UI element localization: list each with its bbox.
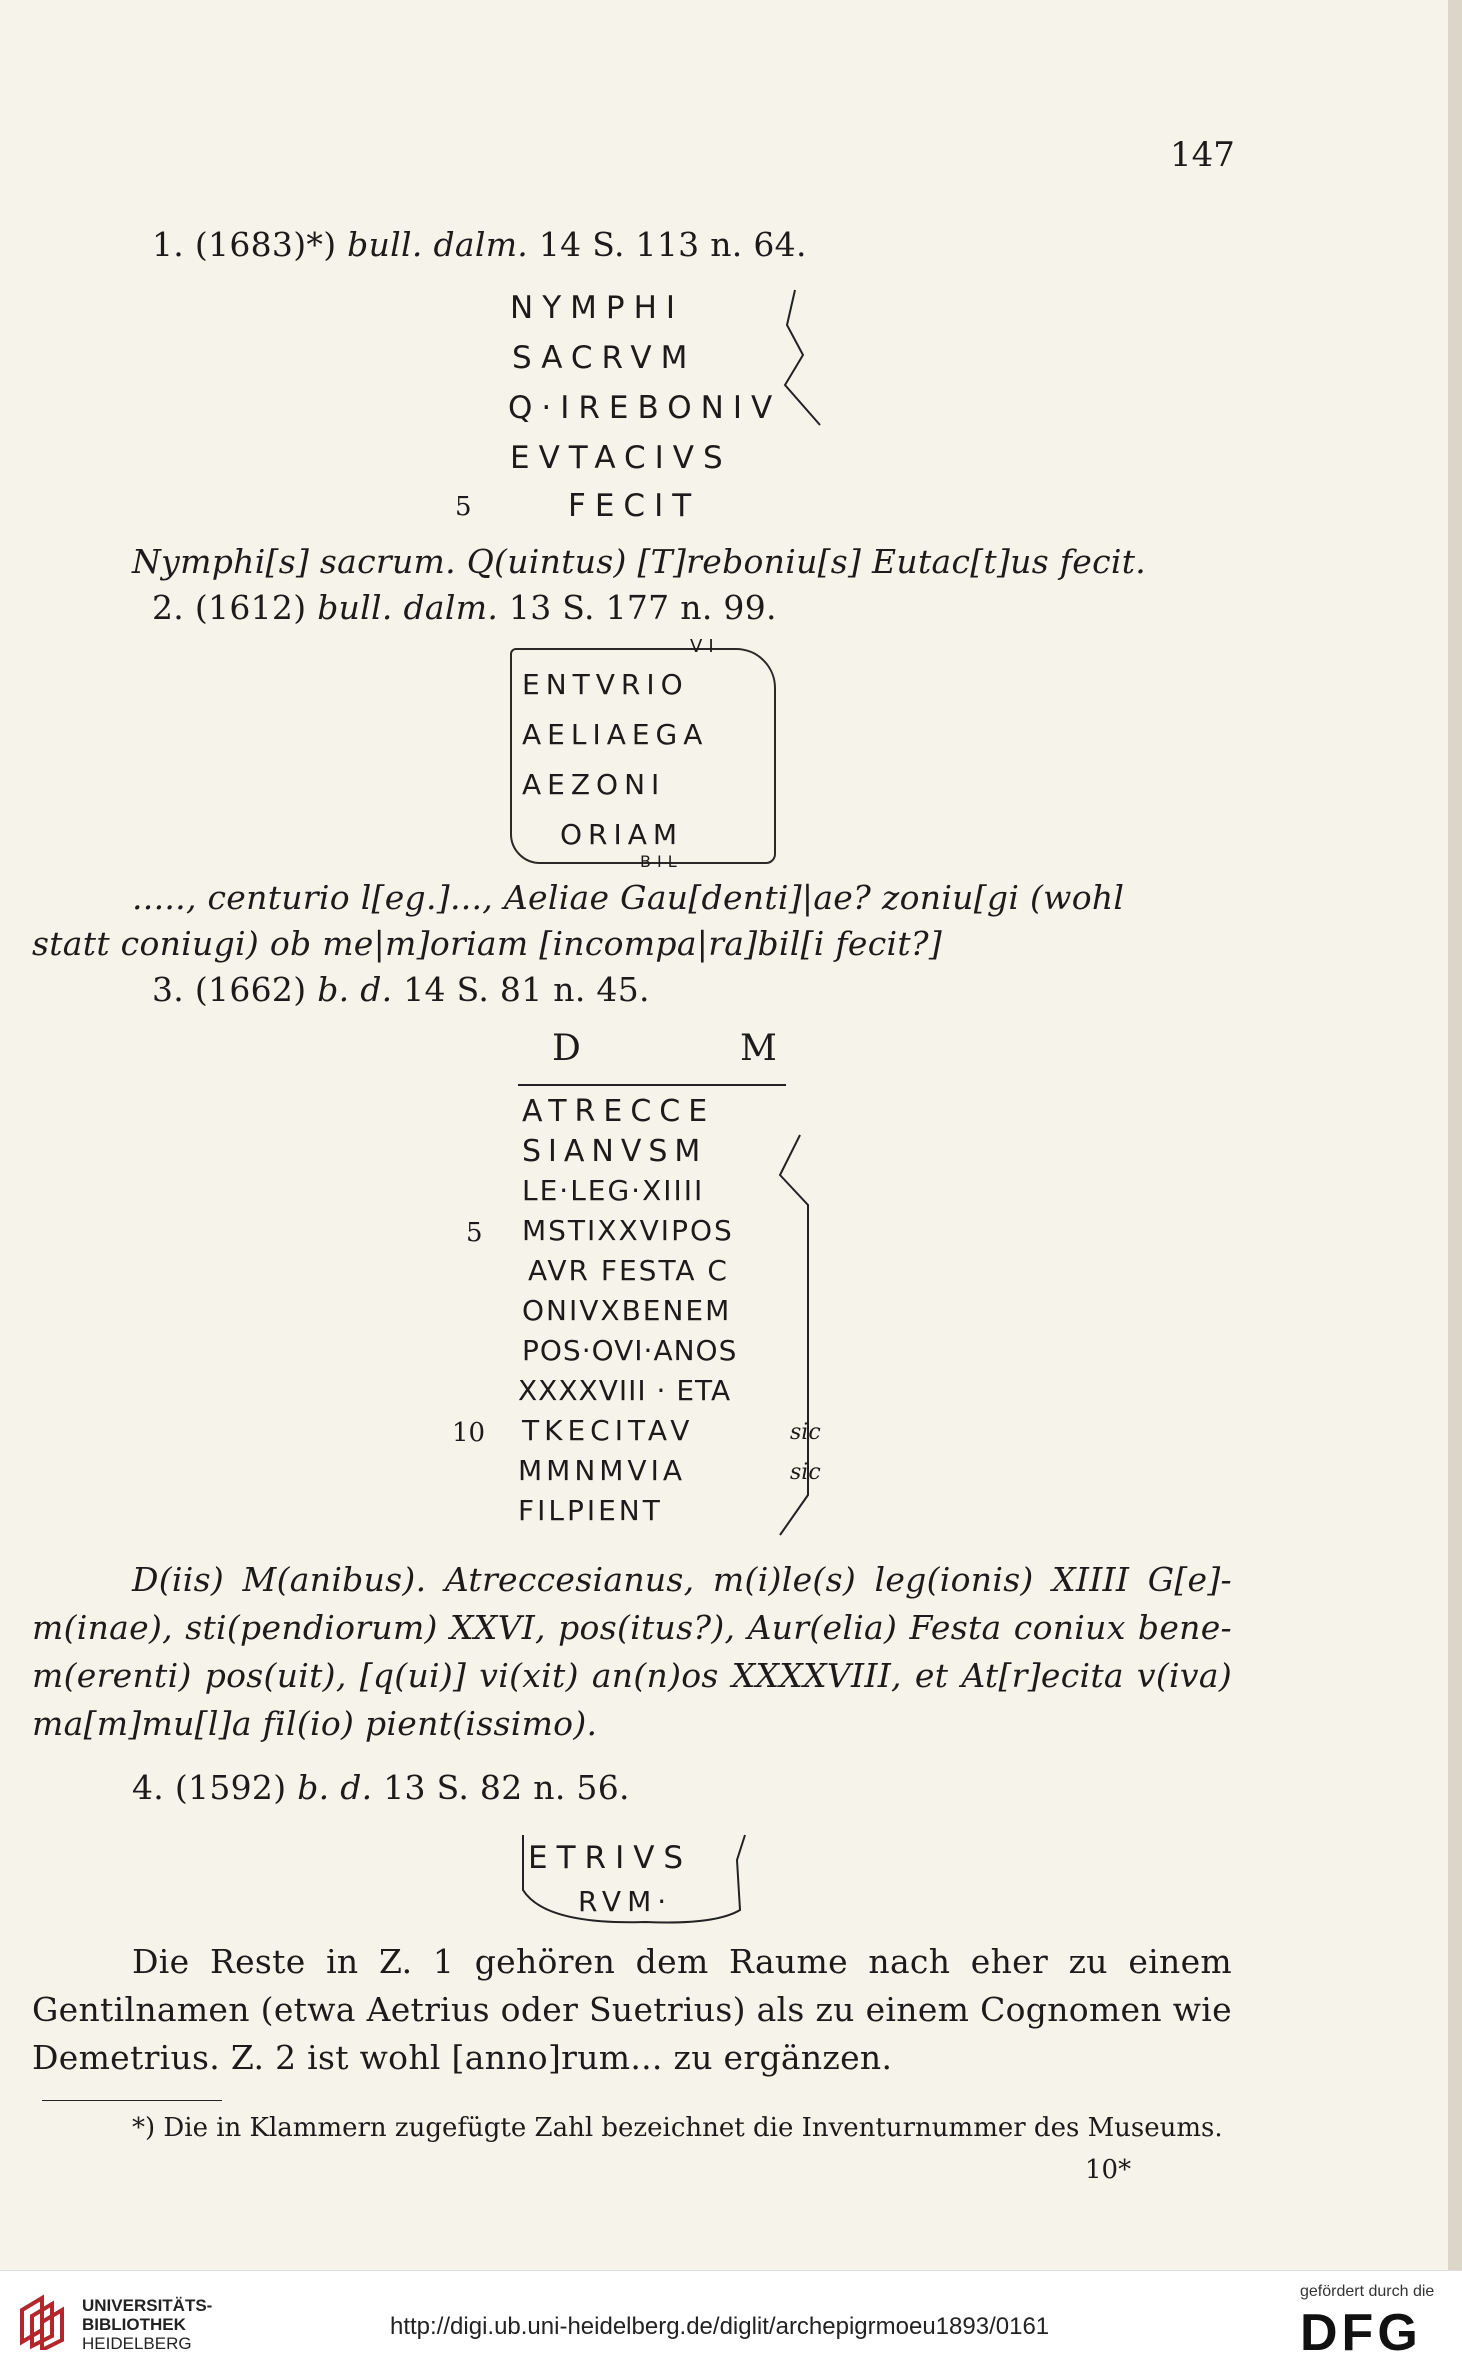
- entry2-inscription-line: ORIAM: [560, 818, 684, 851]
- entry4-header: 4. (1592) b. d. 13 S. 82 n. 56.: [132, 1768, 630, 1807]
- sic-note: sic: [790, 1460, 821, 1485]
- entry4-inscription-line: ETRIVS: [528, 1840, 693, 1876]
- entry3-inscription-line: ONIVXBENEM: [522, 1294, 732, 1327]
- entry3-reading: D(iis) M(anibus). Atreccesianus, m(i)le(s) leg(ionis) XIIII G[e]-: [132, 1560, 1232, 1599]
- entry3-reading: m(inae), sti(pendiorum) XXVI, pos(itus?), Aur(elia) Festa coniux bene-: [32, 1608, 1232, 1647]
- signature-mark: 10*: [1085, 2155, 1132, 2185]
- entry4-commentary: Die Reste in Z. 1 gehören dem Raume nach eher zu einem: [132, 1942, 1232, 1981]
- permalink-url[interactable]: http://digi.ub.uni-heidelberg.de/diglit/archepigrmoeu1893/0161: [390, 2313, 1050, 2340]
- entry2-inscription-line: ENTVRIO: [522, 668, 689, 701]
- entry3-inscription-line: AVR FESTA C: [528, 1254, 729, 1287]
- dm-heading-m: M: [740, 1028, 777, 1069]
- entry2-commentary: ....., centurio l[eg.]..., Aeliae Gau[denti]|ae? zoniu[gi (wohl: [132, 878, 1125, 917]
- stone-break-outline: [725, 285, 835, 435]
- dfg-logo: DFG: [1300, 2304, 1422, 2362]
- entry1-reading: Nymphi[s] sacrum. Q(uintus) [T]reboniu[s] Eutac[t]us fecit.: [132, 542, 1147, 581]
- footnote-rule: [42, 2100, 222, 2101]
- entry1-header: 1. (1683)*) bull. dalm. 14 S. 113 n. 64.: [152, 225, 807, 264]
- library-name: UNIVERSITÄTS- BIBLIOTHEK HEIDELBERG: [82, 2296, 213, 2353]
- entry4-inscription-line: RVM·: [578, 1885, 673, 1918]
- line-number: 5: [455, 492, 472, 522]
- line-number: 10: [452, 1418, 486, 1448]
- entry2-inscription-line: AEZONI: [522, 768, 666, 801]
- entry4-commentary: Demetrius. Z. 2 ist wohl [anno]rum... zu ergänzen.: [32, 2038, 893, 2077]
- entry1-inscription-line: EVTACIVS: [510, 440, 732, 476]
- page-number: 147: [1170, 135, 1235, 175]
- library-logo-icon: [18, 2292, 66, 2350]
- entry3-reading: ma[m]mu[l]a fil(io) pient(issimo).: [32, 1704, 598, 1743]
- line-number: 5: [466, 1218, 483, 1248]
- entry3-inscription-line: ATRECCE: [522, 1094, 716, 1129]
- entry3-inscription-line: SIANVSM: [522, 1134, 708, 1169]
- entry3-inscription-line: TKECITAV: [522, 1414, 695, 1447]
- footnote: *) Die in Klammern zugefügte Zahl bezeichnet die Inventurnummer des Museums.: [132, 2113, 1223, 2143]
- entry2-commentary: statt coniugi) ob me|m]oriam [incompa|ra]bil[i fecit?]: [32, 924, 943, 963]
- entry3-inscription-line: MMNMVIA: [518, 1454, 686, 1487]
- entry3-inscription-line: MSTIXXVIPOS: [522, 1214, 734, 1247]
- entry2-header: 2. (1612) bull. dalm. 13 S. 177 n. 99.: [152, 588, 777, 627]
- entry4-commentary: Gentilnamen (etwa Aetrius oder Suetrius) als zu einem Cognomen wie: [32, 1990, 1232, 2029]
- entry3-inscription-line: LE·LEG·XIIII: [522, 1174, 705, 1207]
- entry3-header: 3. (1662) b. d. 14 S. 81 n. 45.: [152, 970, 650, 1009]
- page-edge: [1448, 0, 1462, 2270]
- entry3-inscription-line: XXXXVIII · ETA: [518, 1374, 732, 1407]
- funding-note: gefördert durch die: [1300, 2283, 1435, 2300]
- sic-note: sic: [790, 1420, 821, 1445]
- heading-rule: [518, 1084, 786, 1086]
- entry1-inscription-line: Q·IREBONIV: [508, 390, 782, 426]
- entry3-inscription-line: POS·OVI·ANOS: [522, 1334, 738, 1367]
- entry2-inscription-line: VI: [690, 636, 720, 657]
- entry1-inscription-line: FECIT: [568, 488, 701, 524]
- entry3-reading: m(erenti) pos(uit), [q(ui)] vi(xit) an(n)os XXXXVIII, et At[r]ecita v(iva): [32, 1656, 1232, 1695]
- entry2-inscription-line: BIL: [640, 852, 683, 871]
- dm-heading-d: D: [552, 1028, 581, 1069]
- entry3-inscription-line: FILPIENT: [518, 1494, 663, 1527]
- entry2-inscription-line: AELIAEGA: [522, 718, 709, 751]
- entry1-inscription-line: SACRVM: [512, 340, 697, 376]
- entry1-inscription-line: NYMPHI: [510, 290, 685, 326]
- stone-break-outline: [680, 1115, 830, 1545]
